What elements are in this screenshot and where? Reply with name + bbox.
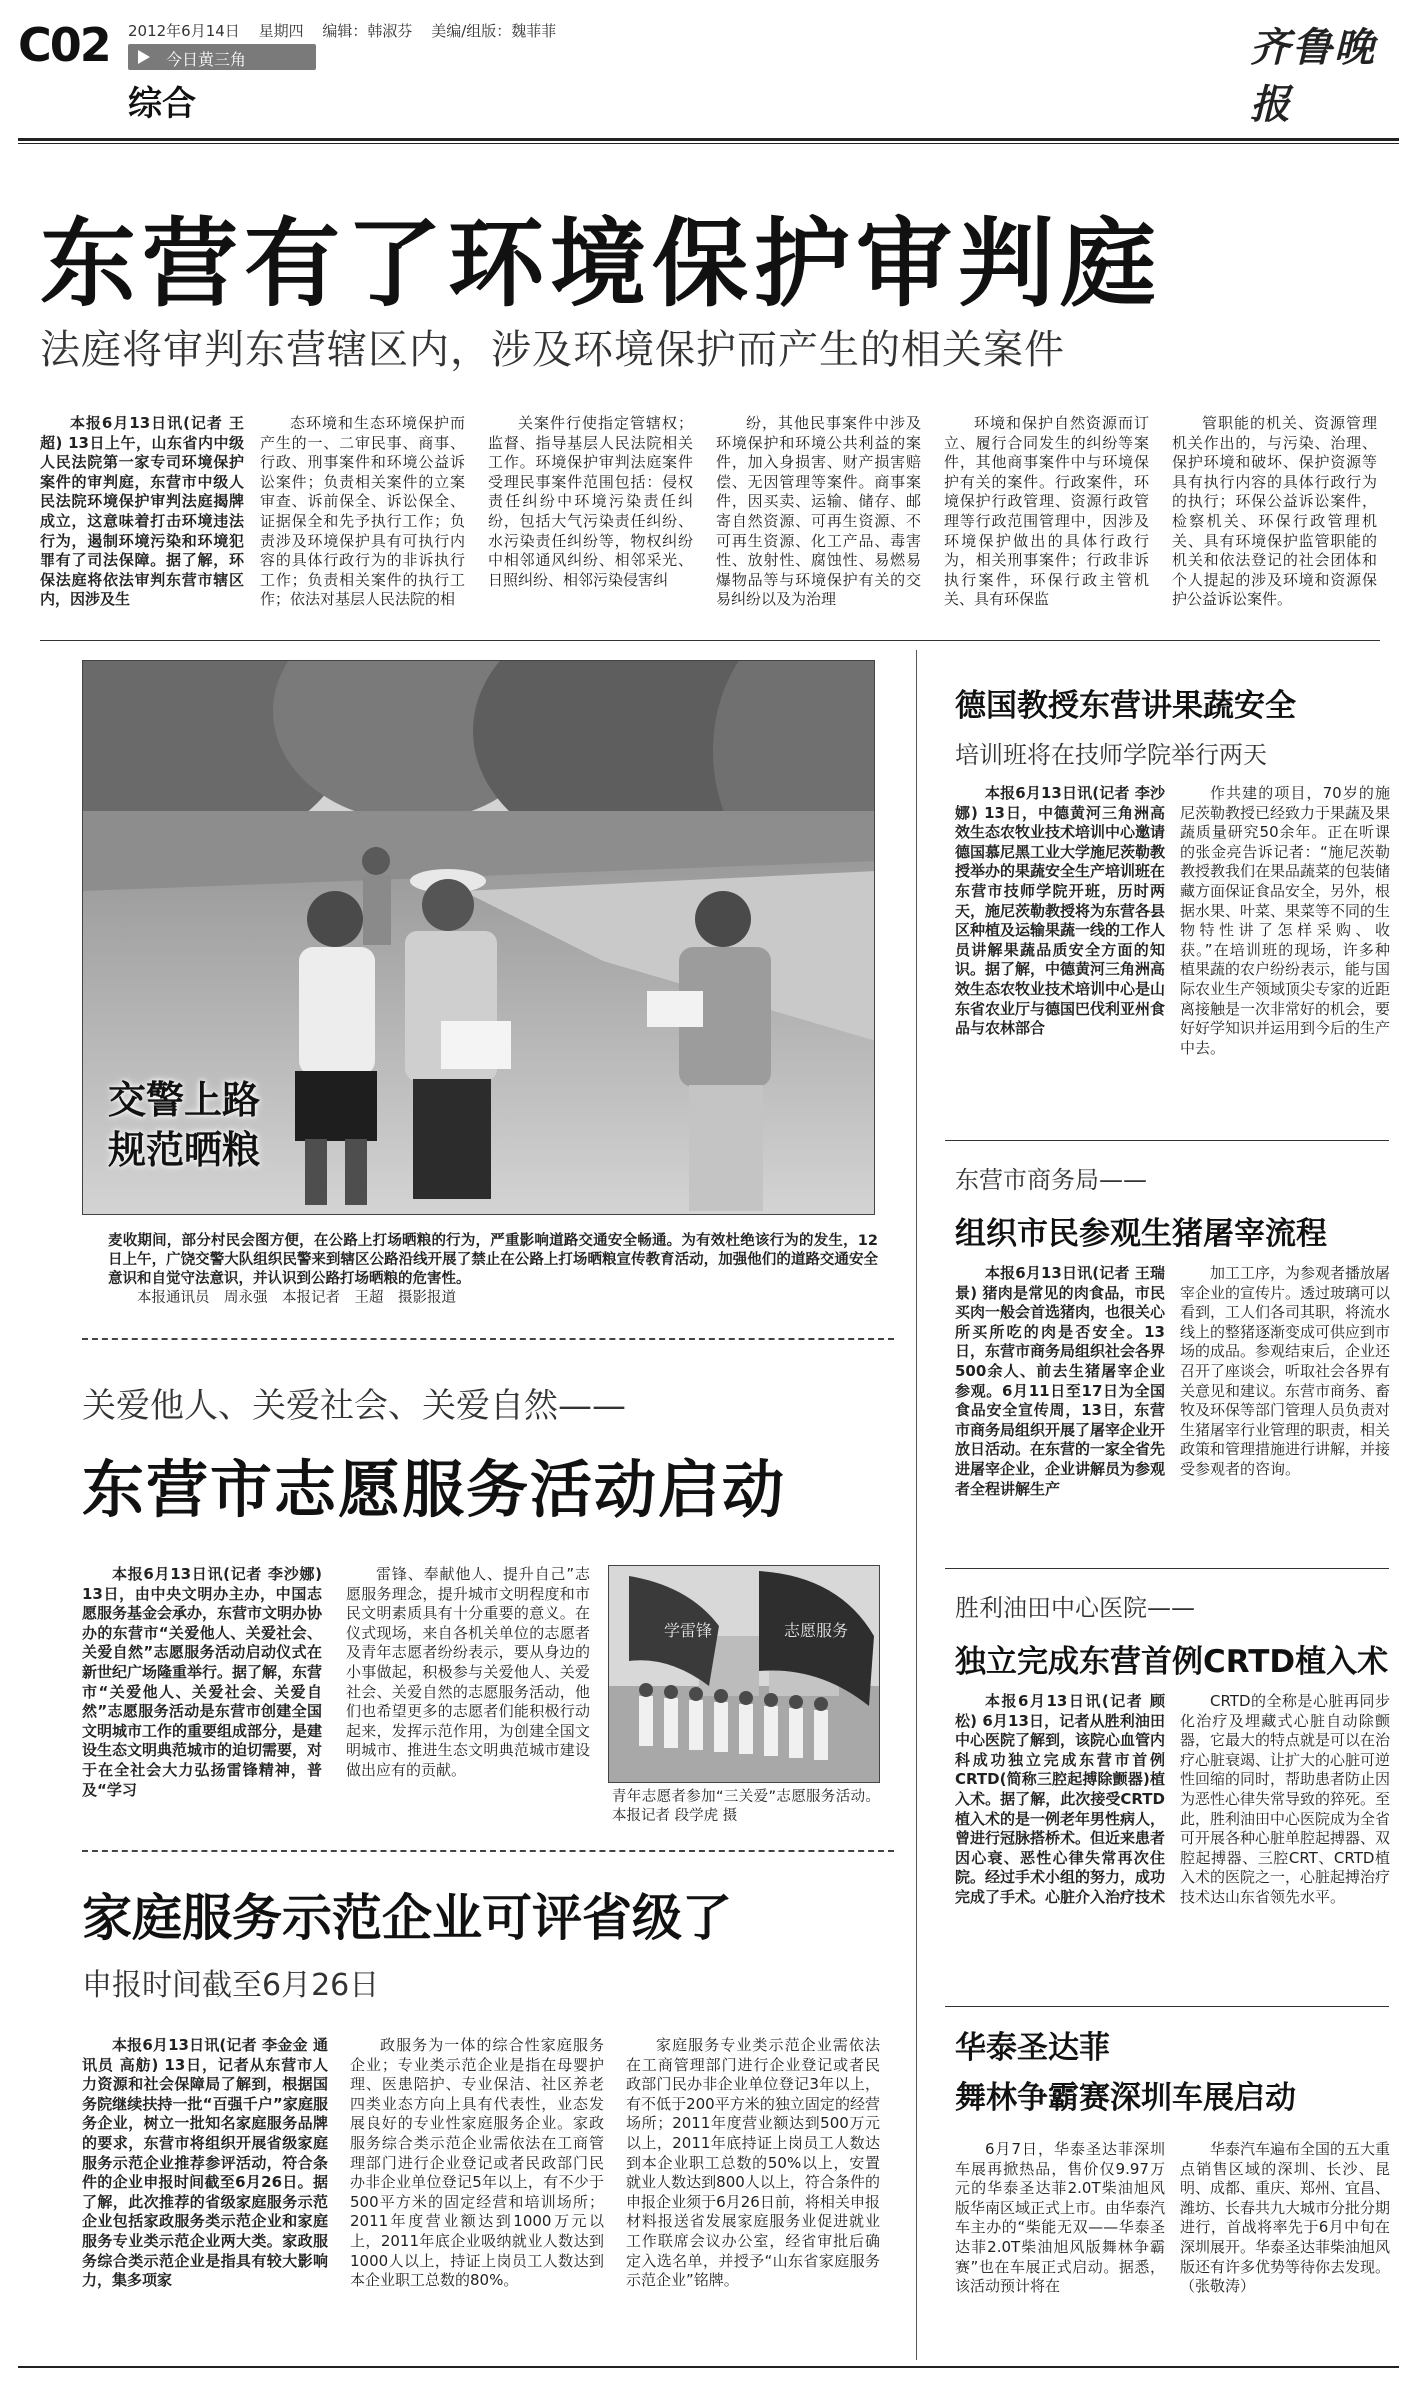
sidebar-story3-headline: 独立完成东营首例CRTD植入术: [955, 1644, 1389, 1680]
photo-overlay-title: [108, 1075, 260, 1175]
volunteer-column-1: 本报6月13日讯(记者 李沙娜) 13日，由中央文明办主办，中国志愿服务基金会承办，东营市文明办协办的东营市“关爱他人、关爱社会、关爱自然”志愿服务活动启动仪式在新世纪广场隆重举行。据了解，东营市“关爱他人、关爱社会、关爱自然”志愿服务活动是东营市创建全国文明城市工作的重要组成部分，是建设生态文明典范城市的迫切需要，对于在全社会大力弘扬雷锋精神，普及“学习: [82, 1565, 322, 1799]
photo-caption-body: 麦收期间，部分村民会图方便，在公路上打场晒粮的行为，严重影响道路交通安全畅通。为有效杜绝该行为的发生，12日上午，广饶交警大队组织民警来到辖区公路沿线开展了禁止在公路上打场晒粮宣传教育活动，加强他们的道路交通安全意识和自觉守法意识，并认识到公路打场晒粮的危害性。: [108, 1233, 878, 1287]
masthead-rule-thin: [18, 143, 1399, 144]
masthead-rule: [18, 138, 1399, 141]
sidebar-story1-column-2: 作共建的项目，70岁的施尼茨勒教授已经致力于果蔬及果蔬质量研究50余年。正在听课的张金亮告诉记者：“施尼茨勒教授教我们在果品蔬菜的包装储藏方面保证食品安全，另外，根据水果、叶菜、果菜等不同的生物特性讲了怎样采购、收获。”在培训班的现场，许多种植果蔬的农户纷纷表示，能与国际农业生产领域顶尖专家的近距离接触是一次非常好的机会，要好好学知识并运用到今后的生产中去。: [1180, 784, 1390, 1057]
issue-date: 2012年6月14日: [128, 22, 240, 40]
photo-caption-credit: 本报通讯员 周永强 本报记者 王超 摄影报道: [137, 1290, 456, 1306]
volunteer-headline: 东营市志愿服务活动启动: [82, 1453, 787, 1526]
lead-column-6: 管职能的机关、资源管理机关作出的，与污染、治理、保护环境和破坏、保护资源等具有执行内容的具体行政行为的执行；环保公益诉讼案件，检察机关、环保行政管理机关、具有环境保护监管职能的机关和依法登记的社会团体和个人提起的涉及环境和资源保护公益诉讼案件。: [1172, 414, 1377, 609]
section-tag: 今日黄三角: [128, 44, 316, 70]
lead-column-1: 本报6月13日讯(记者 王超) 13日上午，山东省内中级人民法院第一家专司环境保护案件的审判庭，东营市中级人民法院环境保护审判法庭揭牌成立，这意味着打击环境违法行为，遏制环境污染和环境犯罪有了司法保障。据了解，环保法庭将依法审判东营市辖区内，因涉及生: [40, 414, 244, 609]
sidebar-story2-kicker: 东营市商务局——: [955, 1166, 1147, 1194]
family-subheadline: 申报时间截至6月26日: [82, 1968, 380, 2003]
sidebar-story1-column-1: 本报6月13日讯(记者 李沙娜) 13日，中德黄河三角洲高效生态农牧业技术培训中心邀请德国慕尼黑工业大学施尼茨勒教授举办的果蔬安全生产培训班在东营市技师学院开班，历时两天，施尼茨勒教授将为东营各县区种植及运输果蔬一线的工作人员讲解果蔬品质安全方面的知识。据了解，中德黄河三角洲高效生态农牧业技术培训中心是山东省农业厅与德国巴伐利亚州食品与农林部合: [955, 784, 1165, 1038]
family-column-3: 家庭服务专业类示范企业需依法在工商管理部门进行企业登记或者民政部门民办非企业单位登记3年以上，有不低于200平方米的独立固定的经营场所；2011年度营业额达到500万元以上，2011年底持证上岗员工人数达到本企业职工总数的50%以上，安置就业人数达到800人以上，符合条件的申报企业须于6月26日前，将相关申报材料报送省发展家庭服务业促进就业工作联席会议办公室，经省审批后确定入选名单，并授予“山东省家庭服务示范企业”铭牌。: [626, 2036, 880, 2290]
volunteer-photo-image: [609, 1566, 880, 1783]
photo-overlay-title-line2: 规范晒粮: [108, 1128, 261, 1172]
sidebar-story2-headline: 组织市民参观生猪屠宰流程: [955, 1216, 1327, 1252]
photo-overlay-title-line1: 交警上路: [108, 1078, 261, 1122]
family-headline: 家庭服务示范企业可评省级了: [82, 1889, 732, 1947]
sidebar-story1-headline: 德国教授东营讲果蔬安全: [955, 688, 1296, 724]
photo-caption: [108, 1232, 878, 1328]
masthead-meta: [128, 20, 570, 41]
lead-column-4: 纷，其他民事案件中涉及环境保护和环境公共利益的案件，加入身损害、财产损害赔偿、无因管理等案件。商事案件，因买卖、运输、储存、邮寄自然资源、可再生资源、不可再生资源、化工产品、毒害性、放射性、腐蚀性、易燃易爆物品等与环境保护有关的交易纠纷以及为治理: [716, 414, 921, 609]
lead-column-5: 环境和保护自然资源而订立、履行合同发生的纠纷等案件，其他商事案件中与环境保护有关的案件。行政案件，环境保护行政管理、资源行政管理等行政范围管理中，因涉及环境保护做出的具体行政行为，相关刑事案件；行政非诉执行案件，环保行政主管机关、具有环保监: [944, 414, 1149, 609]
family-column-2: 政服务为一体的综合性家庭服务企业；专业类示范企业是指在母婴护理、医患陪护、专业保洁、社区养老四类业态方向上具有代表性，业态发展良好的专业性家庭服务企业。家政服务综合类示范企业需依法在工商管理部门进行企业登记或者民政部门民办非企业单位登记5年以上，有不少于500平方米的固定经营和培训场所；2011年度营业额达到1000万元以上，2011年底企业吸纳就业人数达到1000人以上，持证上岗员工人数达到本企业职工总数的80%。: [350, 2036, 604, 2290]
sidebar-story4-column-2: 华泰汽车遍布全国的五大重点销售区域的深圳、长沙、昆明、成都、重庆、郑州、宜昌、潍坊、长春共九大城市分批分期进行，首战将率先于6月中旬在深圳展开。华泰圣达菲柴油旭风版还有许多优势等待你去发现。（张敬涛）: [1180, 2140, 1390, 2296]
family-column-1: 本报6月13日讯(记者 李金金 通讯员 高舫) 13日，记者从东营市人力资源和社会保障局了解到，根据国务院继续扶持一批“百强千户”家庭服务企业，树立一批知名家庭服务品牌的要求，东营市将组织开展省级家庭服务示范企业推荐参评活动，符合条件的企业申报时间截至6月26日。据了解，此次推荐的省级家庭服务示范企业包括家政服务类示范企业和家庭服务专业类示范企业两大类。家政服务综合类示范企业是指具有较大影响力，集多项家: [82, 2036, 328, 2290]
sidebar-story3-kicker: 胜利油田中心医院——: [955, 1594, 1195, 1622]
newspaper-logo: 齐鲁晚报: [1250, 24, 1376, 128]
section-name: 综合: [128, 84, 196, 124]
page-number: C02: [18, 18, 110, 72]
page-bottom-rule: [18, 2366, 1399, 2368]
sidebar-story4-column-1: 6月7日，华泰圣达菲深圳车展再掀热品，售价仅9.97万元的华泰圣达菲2.0T柴油旭风版华南区域正式上市。由华泰汽车主办的“柴能无双——华泰圣达菲2.0T柴油旭风版舞林争霸赛”也在车展正式启动。据悉，该活动预计将在: [955, 2140, 1165, 2296]
volunteer-kicker: 关爱他人、关爱社会、关爱自然——: [82, 1386, 626, 1426]
sidebar-story2-column-1: 本报6月13日讯(记者 王瑞景) 猪肉是常见的肉食品，市民买肉一般会首选猪肉，也很关心所买所吃的肉是否安全。13日，东营市商务局组织社会各界500余人、前去生猪屠宰企业参观。6月11日至17日为全国食品安全宣传周，13日，东营市商务局组织开展了屠宰企业开放日活动。在东营的一家全省先进屠宰企业，企业讲解员为参观者全程讲解生产: [955, 1264, 1165, 1498]
designer-credit: 美编/组版：魏菲菲: [431, 22, 557, 40]
sidebar-rule-3: [945, 2006, 1389, 2007]
sidebar-story3-column-2: CRTD的全称是心脏再同步化治疗及埋藏式心脏自动除颤器，它最大的特点就是可以在治疗心脏衰竭、让扩大的心脏可逆性回缩的同时，帮助患者防止因为恶性心律失常导致的猝死。至此，胜利油田中心医院成为全省可开展各种心脏单腔起搏器、双腔起搏器、三腔CRT、CRTD植入术的医院之一，心脏起搏治疗技术达山东省领先水平。: [1180, 1692, 1390, 1906]
volunteer-top-rule: [82, 1338, 894, 1340]
sidebar-story1-subheadline: 培训班将在技师学院举行两天: [955, 741, 1267, 769]
volunteer-column-2: 雷锋、奉献他人、提升自己”志愿服务理念，提升城市文明程度和市民文明素质具有十分重要的意义。在仪式现场，来自各机关单位的志愿者及青年志愿者纷纷表示，要从身边的小事做起，积极参与关爱他人、关爱社会、关爱自然的志愿服务活动，他们也希望更多的志愿者们能积极行动起来，发挥示范作用，为创建全国文明城市、推进生态文明典范城市建设做出应有的贡献。: [346, 1565, 590, 1779]
lead-headline: 东营有了环境保护审判庭: [40, 208, 1162, 320]
banner-text-2: 志愿服务: [784, 1621, 849, 1640]
lead-column-3: 关案件行使指定管辖权；监督、指导基层人民法院相关工作。环境保护审判法庭案件受理民事案件范围包括：侵权责任纠纷中环境污染责任纠纷，包括大气污染责任纠纷、水污染责任纠纷等，物权纠纷中相邻通风纠纷、相邻采光、日照纠纷、相邻污染侵害纠: [488, 414, 693, 589]
sidebar-story3-column-1: 本报6月13日讯(记者 顾松) 6月13日，记者从胜利油田中心医院了解到，该院心血管内科成功独立完成东营市首例CRTD(简称三腔起搏除颤器)植入术。据了解，此次接受CRTD植入术的是一例老年男性病人，曾进行冠脉搭桥术。但近来患者因心衰、恶性心律失常再次住院。经过手术小组的努力，成功完成了手术。心脏介入治疗技术: [955, 1692, 1165, 1906]
family-top-rule: [82, 1850, 894, 1852]
volunteer-photo-caption: 青年志愿者参加“三关爱”志愿服务活动。 本报记者 段学虎 摄: [612, 1789, 880, 1824]
issue-weekday: 星期四: [258, 22, 304, 40]
sidebar-divider: [916, 650, 917, 2360]
sidebar-rule-2: [945, 1568, 1389, 1569]
sidebar-story4-kicker: 华泰圣达菲: [955, 2030, 1110, 2066]
sidebar-rule-1: [945, 1140, 1389, 1141]
sidebar-story2-column-2: 加工工序，为参观者播放屠宰企业的宣传片。透过玻璃可以看到，工人们各司其职，将流水线上的整猪逐渐变成可供应到市场的成品。参观结束后，企业还召开了座谈会，听取社会各界有关意见和建议。东营市商务、畜牧及环保等部门管理人员负责对生猪屠宰行业管理的职责，相关政策和管理措施进行讲解，并接受参观者的咨询。: [1180, 1264, 1390, 1478]
banner-text-1: 学雷锋: [664, 1621, 713, 1640]
lead-column-2: 态环境和生态环境保护而产生的一、二审民事、商事、行政、刑事案件和环境公益诉讼案件；负责相关案件的立案审查、诉前保全、诉讼保全、证据保全和先予执行工作；负责涉及环境保护具有可执行内容的具体行政行为的非诉执行工作；负责相关案件的执行工作；依法对基层人民法院的相: [260, 414, 465, 609]
lead-subheadline: 法庭将审判东营辖区内，涉及环境保护而产生的相关案件: [40, 327, 1065, 373]
volunteer-photo: [608, 1565, 880, 1783]
sidebar-story4-headline: 舞林争霸赛深圳车展启动: [955, 2080, 1296, 2116]
editor-credit: 编辑：韩淑芬: [322, 22, 413, 40]
lead-bottom-rule: [40, 640, 1380, 641]
